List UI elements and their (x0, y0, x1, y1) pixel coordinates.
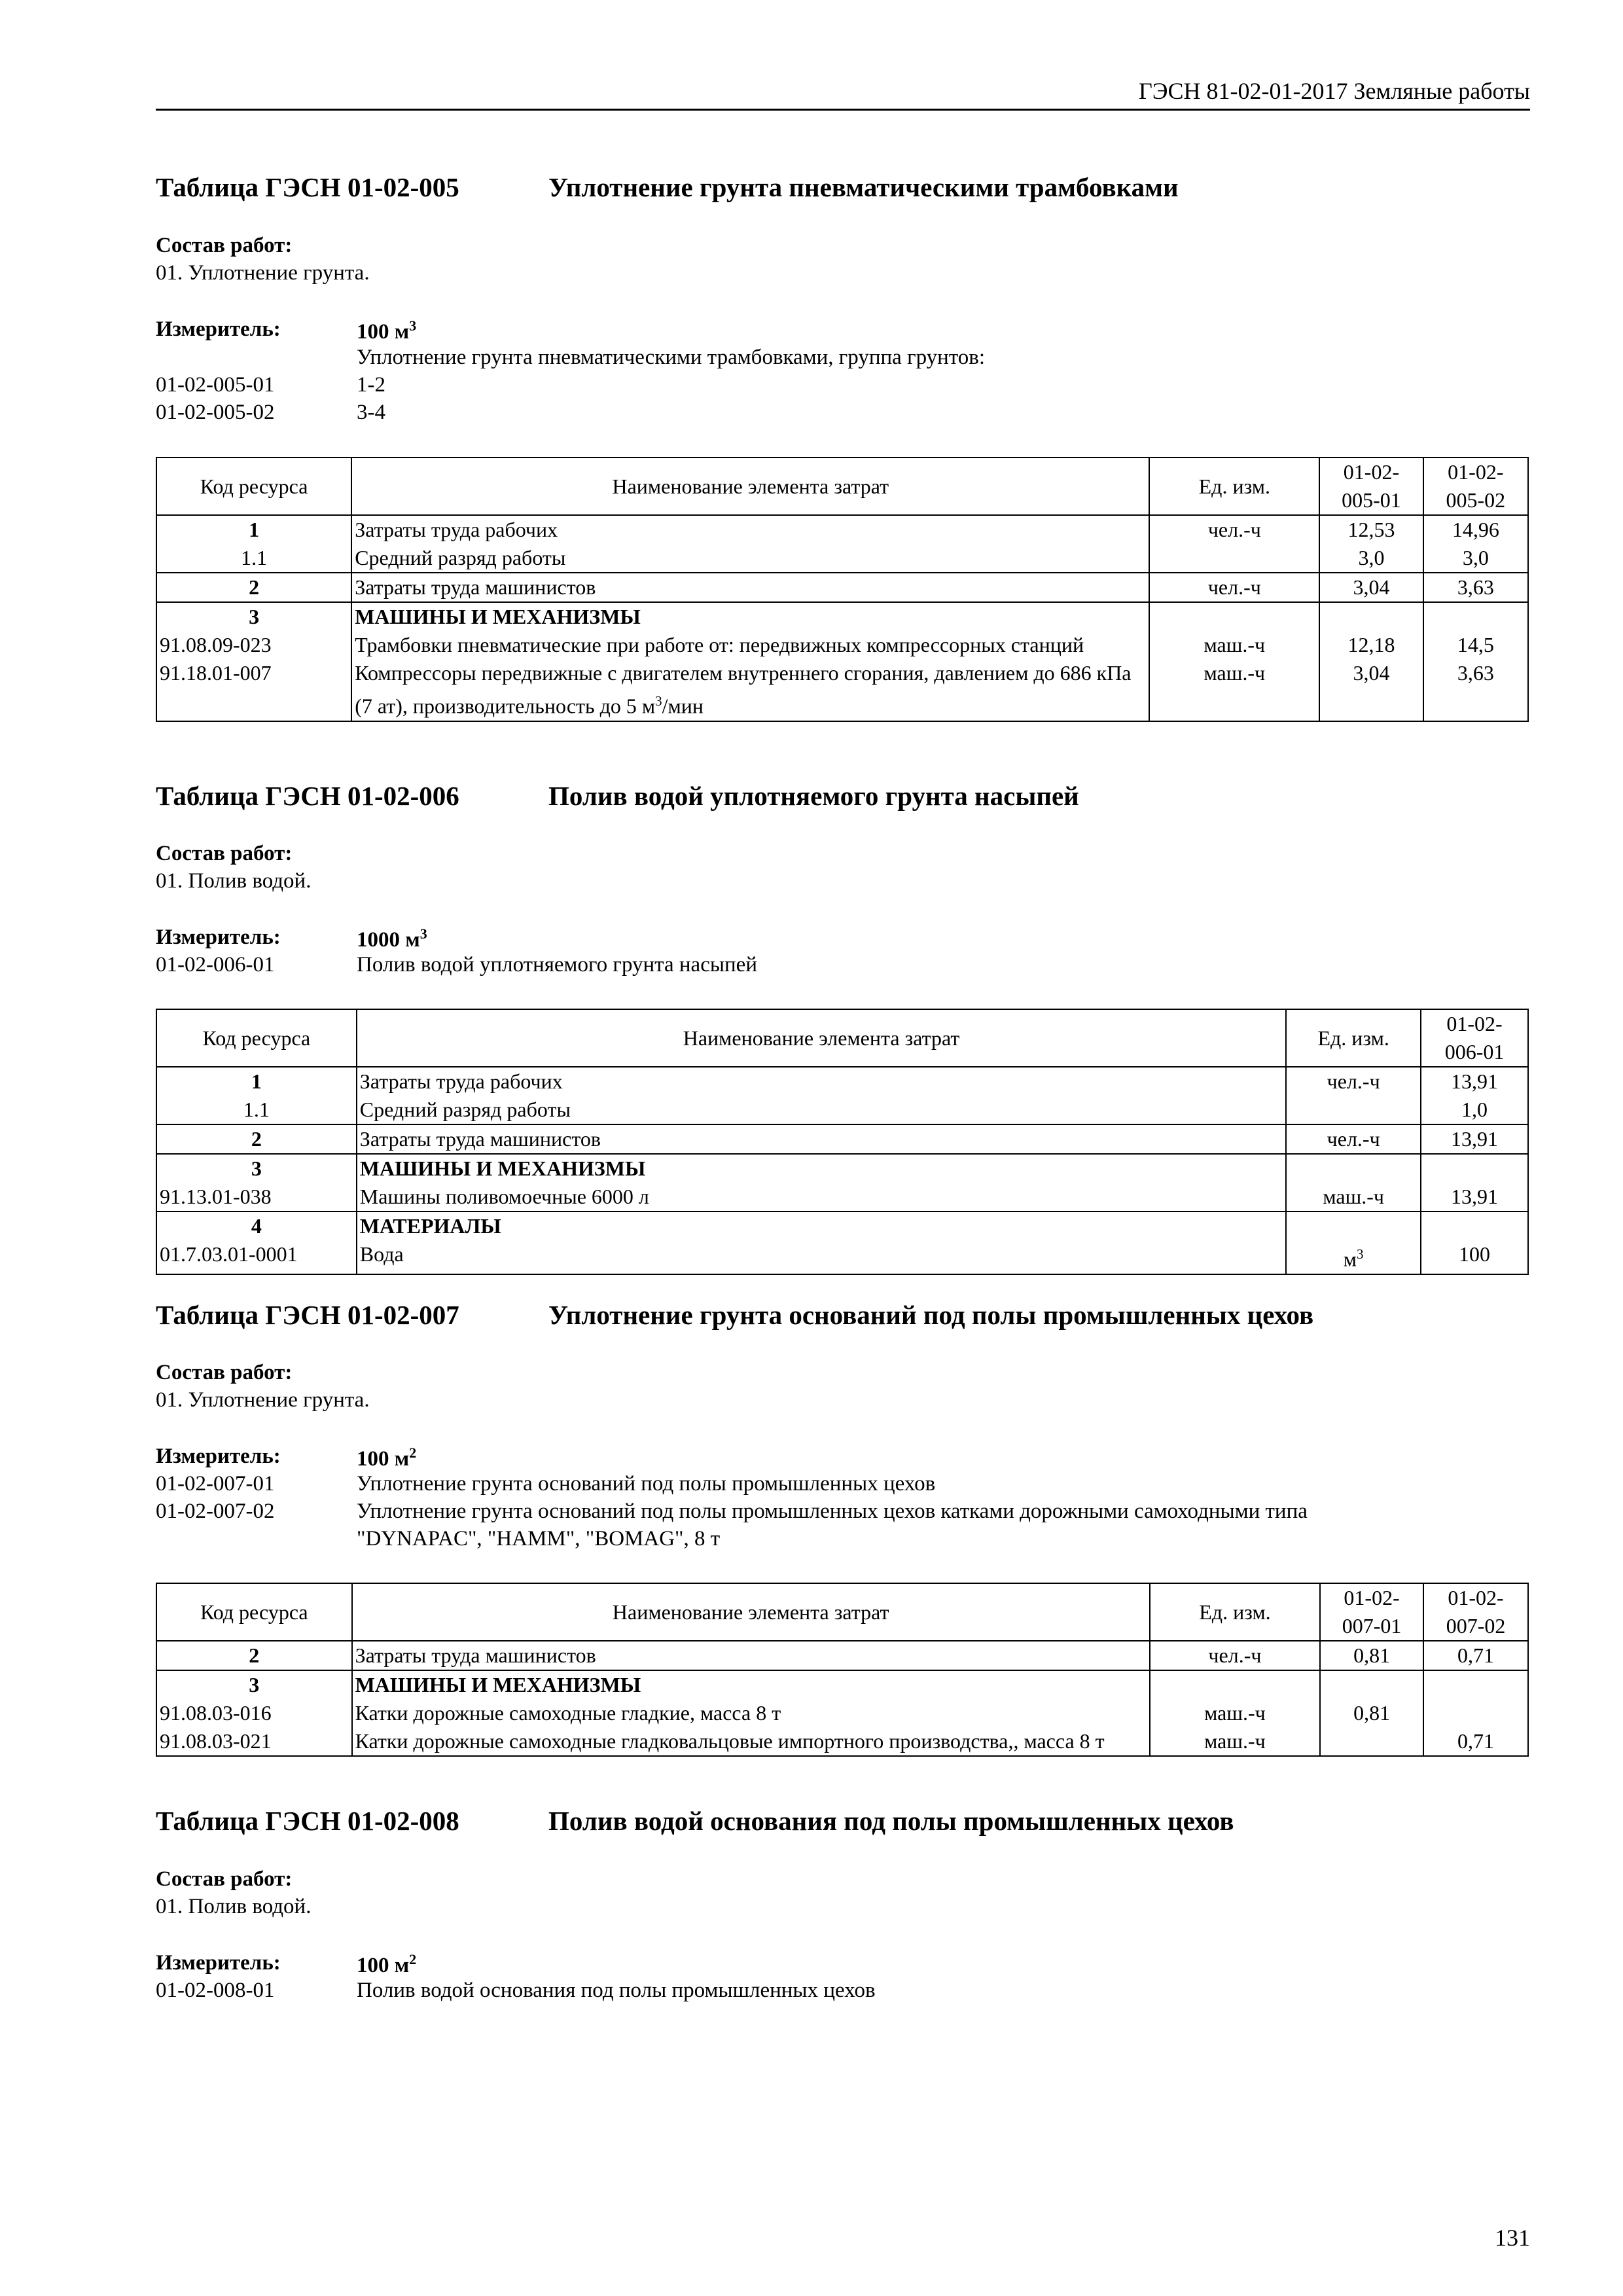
meter-label: Измеритель: (156, 317, 281, 341)
table-name: Уплотнение грунта оснований под полы промышленных цехов (548, 1300, 1314, 1330)
table-row: 3 МАШИНЫ И МЕХАНИЗМЫ (156, 1154, 1528, 1183)
table-title-007 (156, 1299, 1313, 1331)
resource-table-007 (156, 1583, 1529, 1757)
norm-code: 01-02-005-02 (156, 401, 275, 424)
composition-label: Состав работ: (156, 234, 293, 257)
table-row: 1.1 Средний разряд работы 1,0 (156, 1096, 1528, 1124)
col-header-name: Наименование элемента затрат (351, 457, 1149, 515)
header-title: ГЭСН 81-02-01-2017 Земляные работы (1138, 78, 1530, 104)
table-row: 2 Затраты труда машинистов чел.-ч 0,81 0,71 (156, 1641, 1528, 1670)
table-row: 91.08.03-016 Катки дорожные самоходные гладкие, масса 8 т маш.-ч 0,81 (156, 1699, 1528, 1727)
meter-label: Измеритель: (156, 1444, 281, 1468)
table-title-005 (156, 171, 1179, 203)
meter-value: 100 $м^2$ (357, 1444, 417, 1471)
col-header-code: Код ресурса (156, 1583, 352, 1641)
norm-text: 3-4 (357, 401, 385, 424)
table-row: 91.18.01-007 Компрессоры передвижные с двигателем внутреннего сгорания, давлением до 686 кПа (7 ат), производительность до 5 $м^3$/мин маш.-ч 3,04 3,63 (156, 659, 1528, 721)
col-header-unit: Ед. изм. (1286, 1009, 1421, 1067)
table-row: 91.08.03-021 Катки дорожные самоходные гладковальцовые импортного производства,, масса 8 т маш.-ч 0,71 (156, 1727, 1528, 1756)
norm-text: Полив водой основания под полы промышленных цехов (357, 1979, 876, 2002)
meter-label: Измеритель: (156, 1951, 281, 1975)
work-item: 01. Полив водой. (156, 869, 312, 893)
table-row: 2 Затраты труда машинистов чел.-ч 13,91 (156, 1124, 1528, 1154)
table-code: Таблица ГЭСН 01-02-005 (156, 172, 459, 202)
composition-label: Состав работ: (156, 1867, 293, 1891)
table-title-006 (156, 780, 1079, 812)
norm-code: 01-02-007-02 (156, 1499, 275, 1523)
table-code: Таблица ГЭСН 01-02-006 (156, 781, 459, 811)
running-header (156, 77, 1530, 111)
meter-value: 100 $м^3$ (357, 317, 417, 344)
col-header-unit: Ед. изм. (1150, 1583, 1320, 1641)
table-name: Полив водой уплотняемого грунта насыпей (548, 781, 1079, 811)
col-header-norm: 01-02- 007-02 (1423, 1583, 1528, 1641)
table-row: 01.7.03.01-0001 Вода $м^3$ 100 (156, 1240, 1528, 1274)
col-header-norm: 01-02- 007-01 (1320, 1583, 1423, 1641)
col-header-unit: Ед. изм. (1149, 457, 1319, 515)
table-code: Таблица ГЭСН 01-02-007 (156, 1300, 459, 1330)
work-item: 01. Полив водой. (156, 1895, 312, 1918)
table-row: 1 Затраты труда рабочих чел.-ч 12,53 14,96 (156, 515, 1528, 544)
norm-code: 01-02-007-01 (156, 1472, 275, 1496)
resource-table-006 (156, 1009, 1529, 1275)
col-header-norm: 01-02- 005-01 (1319, 457, 1423, 515)
work-item: 01. Уплотнение грунта. (156, 1388, 370, 1412)
col-header-name: Наименование элемента затрат (357, 1009, 1286, 1067)
composition-label: Состав работ: (156, 842, 293, 865)
norm-code: 01-02-008-01 (156, 1979, 275, 2002)
norm-intro: Уплотнение грунта пневматическими трамбовками, группа грунтов: (357, 346, 986, 369)
table-header-row (156, 457, 1528, 515)
col-header-name: Наименование элемента затрат (352, 1583, 1150, 1641)
table-row: 1.1 Средний разряд работы 3,0 3,0 (156, 544, 1528, 573)
meter-label: Измеритель: (156, 925, 281, 949)
resource-table-005 (156, 457, 1529, 722)
table-row: 3 МАШИНЫ И МЕХАНИЗМЫ (156, 1670, 1528, 1699)
table-row: 1 Затраты труда рабочих чел.-ч 13,91 (156, 1067, 1528, 1096)
meter-value: 100 $м^2$ (357, 1951, 417, 1977)
table-title-008 (156, 1805, 1234, 1837)
meter-value: 1000 $м^3$ (357, 925, 427, 952)
table-header-row (156, 1009, 1528, 1067)
table-name: Полив водой основания под полы промышленных цехов (548, 1806, 1234, 1836)
table-code: Таблица ГЭСН 01-02-008 (156, 1806, 459, 1836)
col-header-norm: 01-02- 005-02 (1423, 457, 1528, 515)
table-row: 91.13.01-038 Машины поливомоечные 6000 л маш.-ч 13,91 (156, 1183, 1528, 1211)
norm-text: "DYNAPAC", "HAMM", "BOMAG", 8 т (357, 1527, 721, 1551)
col-header-code: Код ресурса (156, 1009, 357, 1067)
norm-code: 01-02-006-01 (156, 953, 275, 977)
col-header-norm: 01-02- 006-01 (1421, 1009, 1528, 1067)
composition-label: Состав работ: (156, 1361, 293, 1384)
norm-text: Уплотнение грунта оснований под полы промышленных цехов катками дорожными самоходными типа (357, 1499, 1308, 1523)
norm-text: Полив водой уплотняемого грунта насыпей (357, 953, 757, 977)
table-row: 91.08.09-023 Трамбовки пневматические при работе от: передвижных компрессорных станций маш.-ч 12,18 14,5 (156, 631, 1528, 659)
table-row: 3 МАШИНЫ И МЕХАНИЗМЫ (156, 602, 1528, 631)
table-name: Уплотнение грунта пневматическими трамбовками (548, 172, 1179, 202)
table-header-row (156, 1583, 1528, 1641)
table-row: 4 МАТЕРИАЛЫ (156, 1211, 1528, 1240)
norm-text: Уплотнение грунта оснований под полы промышленных цехов (357, 1472, 936, 1496)
col-header-code: Код ресурса (156, 457, 351, 515)
norm-text: 1-2 (357, 373, 385, 397)
norm-code: 01-02-005-01 (156, 373, 275, 397)
table-row: 2 Затраты труда машинистов чел.-ч 3,04 3,63 (156, 573, 1528, 602)
page-number: 131 (1495, 2225, 1530, 2251)
work-item: 01. Уплотнение грунта. (156, 261, 370, 285)
